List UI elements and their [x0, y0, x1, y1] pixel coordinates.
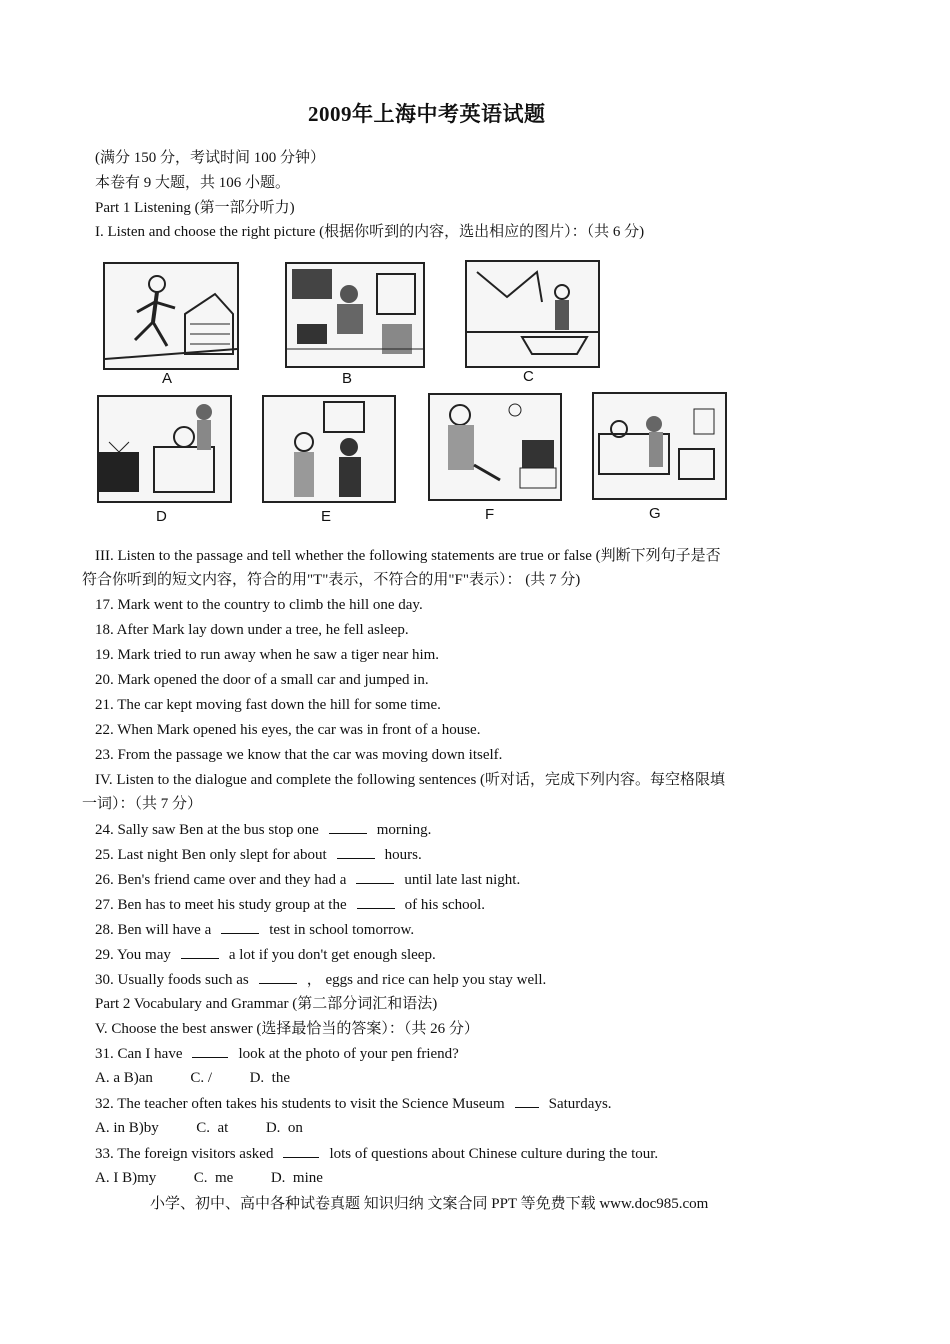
picture-label-c: C — [523, 368, 534, 385]
answer-blank[interactable] — [515, 1093, 539, 1108]
answer-blank[interactable] — [192, 1043, 228, 1058]
picture-e-couple-poster — [262, 395, 396, 503]
fill-item-text: of his school. — [404, 897, 486, 913]
fill-item-text: test in school tomorrow. — [269, 922, 415, 938]
answer-blank[interactable] — [357, 894, 395, 909]
tf-item: 23. From the passage we know that the car was moving down itself. — [95, 747, 503, 763]
fill-item — [95, 944, 436, 965]
section4-heading-cont: 一词）：（共 7 分） — [82, 796, 203, 812]
man-tv-illustration — [430, 395, 560, 499]
answer-blank[interactable] — [337, 844, 375, 859]
picture-label-b: B — [342, 370, 353, 387]
section5-heading: V. Choose the best answer (选择最恰当的答案）：（共 26 分） — [95, 1021, 479, 1037]
question-text: lots of questions about Chinese culture during the tour. — [329, 1146, 659, 1162]
boat-illustration — [467, 262, 598, 366]
fill-item-text: 25. Last night Ben only slept for about — [95, 847, 327, 863]
fill-item-text: 29. You may — [95, 947, 171, 963]
picture-g-sick-bed — [592, 392, 727, 500]
section4-heading: IV. Listen to the dialogue and complete the following sentences (听对话，完成下列内容。每空格限填 — [95, 772, 726, 788]
answer-blank[interactable] — [181, 944, 219, 959]
fill-item-text: a lot if you don't get enough sleep. — [228, 947, 436, 963]
runner-illustration — [105, 264, 237, 368]
answer-blank[interactable] — [283, 1143, 319, 1158]
fill-item-text: 24. Sally saw Ben at the bus stop one — [95, 822, 319, 838]
picture-label-a: A — [162, 370, 173, 387]
messy-room-illustration — [287, 264, 423, 366]
exam-meta-question-count: 本卷有 9 大题，共 106 小题。 — [95, 175, 291, 191]
tf-item: 17. Mark went to the country to climb the hill one day. — [95, 597, 423, 613]
picture-label-f: F — [485, 506, 495, 523]
picture-label-e: E — [321, 508, 332, 525]
picture-a-runner — [103, 262, 239, 370]
tf-item: 22. When Mark opened his eyes, the car was in front of a house. — [95, 722, 481, 738]
picture-label-g: G — [649, 505, 661, 522]
fill-item — [95, 844, 422, 865]
couple-poster-illustration — [264, 397, 394, 501]
answer-blank[interactable] — [259, 969, 297, 984]
picture-label-d: D — [156, 508, 167, 525]
question-31-options: A. a B)an C. / D. the — [95, 1070, 290, 1086]
question-text: 31. Can I have — [95, 1046, 183, 1062]
question-text: 32. The teacher often takes his students to visit the Science Museum — [95, 1096, 505, 1112]
fill-item — [95, 969, 546, 990]
tf-item: 18. After Mark lay down under a tree, he fell asleep. — [95, 622, 409, 638]
picture-d-tv-armchair — [97, 395, 232, 503]
tv-armchair-illustration — [99, 397, 230, 501]
tf-item: 19. Mark tried to run away when he saw a tiger near him. — [95, 647, 440, 663]
section1-heading: I. Listen and choose the right picture (根据你听到的内容，选出相应的图片）：（共 6 分) — [95, 224, 645, 240]
question-31 — [95, 1043, 459, 1064]
answer-blank[interactable] — [221, 919, 259, 934]
part1-heading: Part 1 Listening (第一部分听力) — [95, 200, 295, 216]
question-32 — [95, 1093, 612, 1114]
section3-heading-cont: 符合你听到的短文内容，符合的用"T"表示，不符合的用"F"表示）： (共 7 分) — [82, 572, 581, 588]
fill-item — [95, 919, 414, 940]
answer-blank[interactable] — [329, 819, 367, 834]
fill-item-text: ， eggs and rice can help you stay well. — [306, 972, 547, 988]
fill-item — [95, 894, 485, 915]
question-text: Saturdays. — [548, 1096, 612, 1112]
answer-blank[interactable] — [356, 869, 394, 884]
question-text: look at the photo of your pen friend? — [238, 1046, 459, 1062]
question-text: 33. The foreign visitors asked — [95, 1146, 274, 1162]
page-footer: 小学、初中、高中各种试卷真题 知识归纳 文案合同 PPT 等免费下载 www.doc985.com — [150, 1196, 709, 1212]
fill-item-text: hours. — [384, 847, 422, 863]
fill-item-text: 26. Ben's friend came over and they had a — [95, 872, 347, 888]
exam-meta-score-time: (满分 150 分，考试时间 100 分钟） — [95, 150, 325, 166]
tf-item: 20. Mark opened the door of a small car and jumped in. — [95, 672, 429, 688]
fill-item-text: 30. Usually foods such as — [95, 972, 249, 988]
question-32-options: A. in B)by C. at D. on — [95, 1120, 303, 1136]
fill-item-text: until late last night. — [404, 872, 521, 888]
sick-bed-illustration — [594, 394, 725, 498]
page-title: 2009年上海中考英语试题 — [308, 102, 546, 126]
question-33 — [95, 1143, 658, 1164]
fill-item — [95, 869, 520, 890]
fill-item-text: 28. Ben will have a — [95, 922, 212, 938]
tf-item: 21. The car kept moving fast down the hill for some time. — [95, 697, 441, 713]
picture-c-boat — [465, 260, 600, 368]
picture-b-messy-room — [285, 262, 425, 368]
section3-heading: III. Listen to the passage and tell whether the following statements are true or false (判断下列句子是否 — [95, 548, 721, 564]
fill-item-text: 27. Ben has to meet his study group at the — [95, 897, 347, 913]
fill-item — [95, 819, 431, 840]
part2-heading: Part 2 Vocabulary and Grammar (第二部分词汇和语法) — [95, 996, 438, 1012]
question-33-options: A. I B)my C. me D. mine — [95, 1170, 323, 1186]
picture-f-man-tv — [428, 393, 562, 501]
fill-item-text: morning. — [376, 822, 432, 838]
